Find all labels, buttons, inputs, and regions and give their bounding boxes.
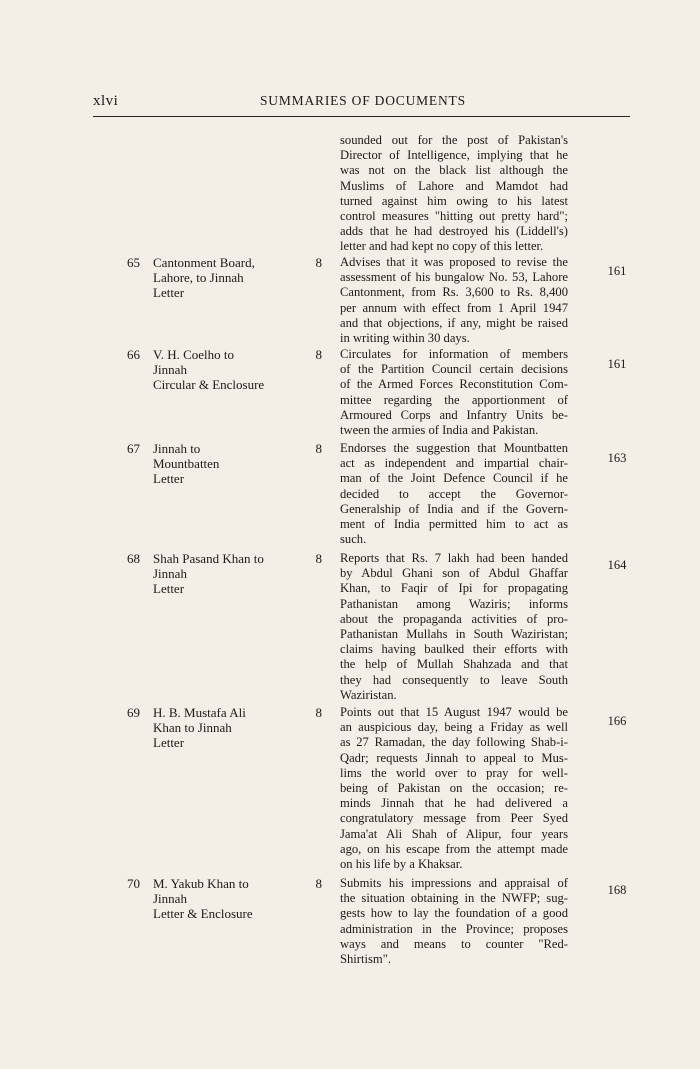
document-line: Letter: [153, 581, 185, 597]
page-count: 8: [315, 347, 322, 362]
page-reference: 166: [607, 714, 627, 728]
document-description: [153, 551, 303, 597]
document-line: Circular & Enclosure: [153, 377, 265, 393]
summary-line: letter and had kept no copy of this letter.: [340, 239, 544, 254]
summary-line: in writing within 30 days.: [340, 330, 470, 345]
entry-number: 70: [127, 876, 140, 891]
page-count: 8: [315, 876, 322, 891]
document-line: Mountbatten: [153, 456, 220, 472]
summary-line: congratulatory message from Peer Syed: [340, 811, 568, 826]
entry-number: 68: [127, 551, 140, 566]
page-number: xlvi: [93, 93, 119, 109]
page-reference: 161: [607, 264, 627, 278]
summary-text: [340, 705, 568, 872]
summary-line: ment of India permitted him to act as: [340, 516, 568, 531]
document-description: [153, 876, 303, 922]
document-line: Jinnah: [153, 566, 187, 582]
summary-line: lims the world over to pray for well-: [340, 765, 568, 780]
summary-line: an auspicious day, being a Friday as well: [340, 720, 568, 735]
summary-line: tween the armies of India and Pakistan.: [340, 422, 539, 437]
summary-line: Armoured Corps and Infantry Units be-: [340, 407, 568, 422]
summary-line: minds Jinnah that he had delivered a: [340, 796, 568, 811]
summary-line: such.: [340, 532, 367, 547]
page-count: 8: [315, 705, 322, 720]
entry-number: 65: [127, 255, 140, 270]
summary-line: Jama'at Ali Shah of Alipur, four years: [340, 826, 568, 841]
summary-text: [340, 441, 568, 547]
summary-line: they had consequently to leave South: [340, 672, 568, 687]
summary-line: Generalship of India and if the Govern-: [340, 501, 568, 516]
summary-text: [340, 551, 568, 703]
document-line: Jinnah: [153, 362, 187, 378]
summary-text: [340, 876, 568, 967]
document-line: H. B. Mustafa Ali: [153, 705, 246, 720]
document-line: V. H. Coelho to: [153, 347, 235, 362]
summary-line: Muslims of Lahore and Mamdot had: [340, 178, 568, 193]
summary-line: gests how to lay the foundation of a good: [340, 906, 568, 921]
summary-line: Pathanistan among Waziris; informs: [340, 596, 568, 611]
summary-line: sounded out for the post of Pakistan's: [340, 133, 568, 147]
summary-line: decided to accept the Governor-: [340, 486, 568, 501]
summary-line: Pathanistan Mullahs in South Waziristan;: [340, 626, 568, 641]
continuation-summary: [340, 133, 568, 255]
document-description: [153, 347, 303, 393]
page-reference: 164: [607, 558, 627, 572]
summary-line: act as independent and impartial chair-: [340, 456, 568, 471]
summary-line: administration in the Province; proposes: [340, 921, 568, 936]
summary-line: of the Armed Forces Reconstitution Com-: [340, 377, 568, 392]
summary-line: mittee regarding the apportionment of: [340, 392, 568, 407]
entry-number: 67: [127, 441, 140, 456]
page-reference: 161: [607, 357, 627, 371]
summary-line: Shirtism".: [340, 951, 391, 966]
document-line: Jinnah: [153, 891, 187, 907]
header-rule: [93, 116, 630, 117]
running-title: SUMMARIES OF DOCUMENTS: [260, 93, 466, 108]
summary-line: Waziristan.: [340, 687, 397, 702]
document-line: Letter: [153, 471, 185, 487]
document-line: Jinnah to: [153, 441, 201, 456]
summary-line: Qadr; requests Jinnah to appeal to Mus-: [340, 750, 568, 765]
summary-line: Khan, to Faqir of Ipi for propagating: [340, 581, 568, 596]
summary-line: about the propaganda activities of pro-: [340, 611, 568, 626]
entry-number: 66: [127, 347, 140, 362]
summary-line: on his life by a Khaksar.: [340, 856, 463, 871]
summary-line: by Abdul Ghani son of Abdul Ghaffar: [340, 566, 568, 581]
summary-line: ago, on his escape from the attempt made: [340, 841, 568, 856]
document-line: Letter: [153, 285, 185, 301]
document-line: Cantonment Board,: [153, 255, 255, 270]
summary-line: turned against him owing to his latest: [340, 193, 568, 208]
summary-line: Submits his impressions and appraisal of: [340, 876, 568, 890]
page-count: 8: [315, 441, 322, 456]
summary-line: man of the Joint Defence Council if he: [340, 471, 568, 486]
document-line: Khan to Jinnah: [153, 720, 232, 736]
entry-number: 69: [127, 705, 140, 720]
document-line: Lahore, to Jinnah: [153, 270, 244, 286]
page-count: 8: [315, 255, 322, 270]
summary-line: claims having baulked their efforts with: [340, 642, 568, 657]
document-line: Letter & Enclosure: [153, 906, 253, 922]
summary-line: Advises that it was proposed to revise the: [340, 255, 568, 269]
document-description: [153, 705, 303, 751]
page-count: 8: [315, 551, 322, 566]
summary-line: of the Partition Council certain decisions: [340, 362, 568, 377]
summary-line: Director of Intelligence, implying that he: [340, 148, 568, 163]
summary-text: [340, 347, 568, 438]
summary-line: Cantonment, from Rs. 3,600 to Rs. 8,400: [340, 285, 568, 300]
summary-line: per annum with effect from 1 April 1947: [340, 300, 568, 315]
summary-line: and that objections, if any, might be raised: [340, 315, 568, 330]
page-reference: 168: [607, 883, 627, 897]
summary-text: [340, 255, 568, 346]
summary-line: Points out that 15 August 1947 would be: [340, 705, 568, 719]
summary-line: assessment of his bungalow No. 53, Lahore: [340, 270, 568, 285]
document-line: M. Yakub Khan to: [153, 876, 249, 891]
summary-line: adds that he had destroyed his (Liddell's): [340, 224, 568, 239]
summary-line: being of Pakistan on the occasion; re-: [340, 780, 568, 795]
summary-line: the situation obtaining in the NWFP; sug-: [340, 891, 568, 906]
document-line: Letter: [153, 735, 185, 751]
summary-line: was not on the black list although the: [340, 163, 568, 178]
summary-line: Reports that Rs. 7 lakh had been handed: [340, 551, 568, 565]
page-header: [93, 93, 630, 115]
document-line: Shah Pasand Khan to: [153, 551, 264, 566]
document-description: [153, 441, 303, 487]
summary-line: as 27 Ramadan, the day following Shab-i-: [340, 735, 568, 750]
summary-line: Circulates for information of members: [340, 347, 568, 361]
summary-line: the help of Mullah Shahzada and that: [340, 657, 568, 672]
summary-line: control measures "hitting out pretty hard";: [340, 208, 568, 223]
summary-line: Endorses the suggestion that Mountbatten: [340, 441, 568, 455]
document-description: [153, 255, 303, 301]
page-reference: 163: [607, 451, 627, 465]
summary-line: ways and means to counter "Red-: [340, 936, 568, 951]
